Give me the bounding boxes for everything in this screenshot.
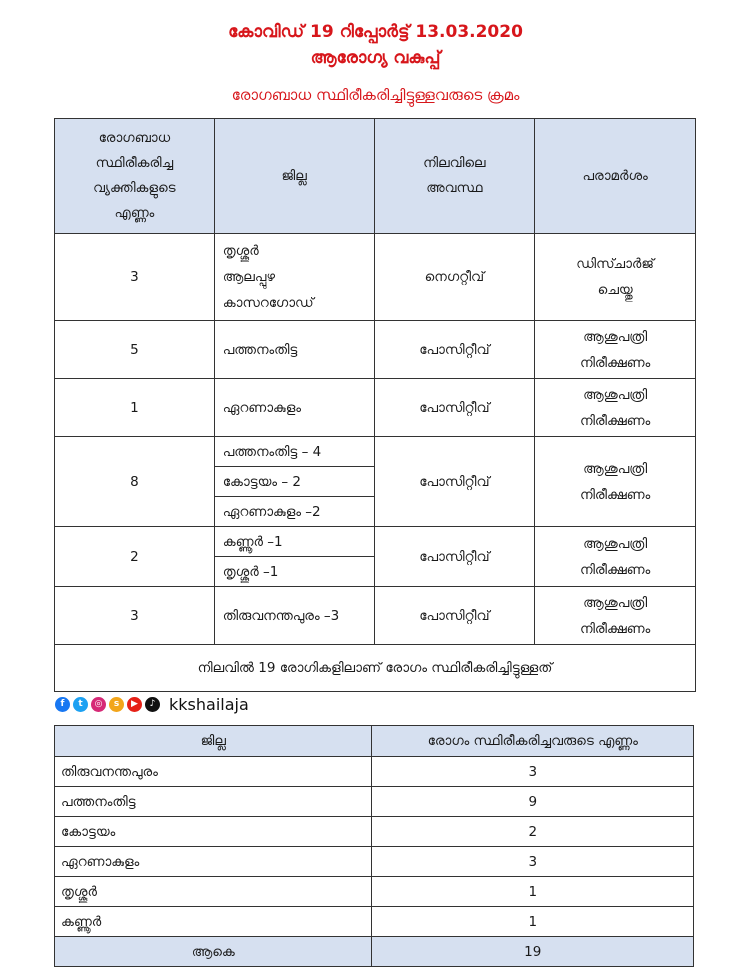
district-line: തൃശ്ശൂർ <box>222 243 259 259</box>
summary-row <box>55 645 696 692</box>
header-district: ജില്ല <box>214 119 374 234</box>
remarks-line: നിരീക്ഷണം <box>579 620 651 637</box>
table-row <box>55 587 696 645</box>
remarks-line: ചെയ്തു <box>597 282 633 298</box>
remarks-line: ആശുപത്രി <box>583 386 648 403</box>
status-cell: പോസിറ്റീവ് <box>374 587 535 645</box>
district-cell: ഏറണാകുളം <box>214 379 374 437</box>
total-label: ആകെ <box>55 937 372 967</box>
district-count: 1 <box>372 877 694 907</box>
remarks-cell <box>535 321 696 379</box>
tiktok-icon[interactable]: ♪ <box>145 697 160 712</box>
district-count: 1 <box>372 907 694 937</box>
district-count: 3 <box>372 757 694 787</box>
remarks-line: ഡിസ്ചാർജ് <box>576 256 654 272</box>
total-value: 19 <box>372 937 694 967</box>
remarks-cell <box>535 437 696 527</box>
status-cell: പോസിറ്റീവ് <box>374 527 535 587</box>
remarks-line: ആശുപത്രി <box>583 460 648 477</box>
total-row <box>55 937 694 967</box>
table-row <box>55 907 694 937</box>
table-row <box>55 527 696 557</box>
header-count-line: എണ്ണം <box>114 205 155 221</box>
count-cell: 2 <box>55 527 215 587</box>
status-cell: പോസിറ്റീവ് <box>374 379 535 437</box>
header-count-line: സ്ഥിരീകരിച്ച <box>95 155 174 171</box>
cases-table <box>54 118 696 692</box>
table-row <box>55 379 696 437</box>
district-summary-table <box>54 725 694 967</box>
district-cell: പത്തനംതിട്ട – 4 <box>214 437 374 467</box>
remarks-cell <box>535 587 696 645</box>
header-district: ജില്ല <box>55 726 372 757</box>
remarks-line: നിരീക്ഷണം <box>579 412 651 429</box>
header-case-count: രോഗം സ്ഥിരീകരിച്ചവരുടെ എണ്ണം <box>372 726 694 757</box>
district-name: പത്തനംതിട്ട <box>55 787 372 817</box>
remarks-line: ആശുപത്രി <box>583 328 648 345</box>
district-cell: ഏറണാകുളം –2 <box>214 497 374 527</box>
table-row <box>55 877 694 907</box>
remarks-cell <box>535 234 696 321</box>
count-cell: 5 <box>55 321 215 379</box>
district-cell: കോട്ടയം – 2 <box>214 467 374 497</box>
cases-table-header <box>55 119 696 234</box>
twitter-icon[interactable]: t <box>73 697 88 712</box>
header-count <box>55 119 215 234</box>
district-count: 2 <box>372 817 694 847</box>
department-title: ആരോഗ്യ വകുപ്പ് <box>310 48 441 68</box>
header-count-line: വ്യക്തികളുടെ <box>93 180 176 196</box>
district-name: കണ്ണൂർ <box>55 907 372 937</box>
table-row <box>55 817 694 847</box>
facebook-icon[interactable]: f <box>55 697 70 712</box>
district-name: തൃശ്ശൂർ <box>55 877 372 907</box>
header-status-line: അവസ്ഥ <box>426 180 483 196</box>
district-cell <box>214 234 374 321</box>
district-cell: പത്തനംതിട്ട <box>214 321 374 379</box>
table-row <box>55 787 694 817</box>
remarks-line: ആശുപത്രി <box>583 535 648 552</box>
table-row <box>55 321 696 379</box>
status-cell: പോസിറ്റീവ് <box>374 321 535 379</box>
table-row <box>55 847 694 877</box>
district-name: ഏറണാകുളം <box>55 847 372 877</box>
district-cell: തിരുവനന്തപുരം –3 <box>214 587 374 645</box>
remarks-line: നിരീക്ഷണം <box>579 354 651 371</box>
table-row <box>55 757 694 787</box>
district-cell: കണ്ണൂർ –1 <box>214 527 374 557</box>
district-line: ആലപ്പുഴ <box>222 269 276 285</box>
remarks-line: നിരീക്ഷണം <box>579 561 651 578</box>
header-status-line: നിലവിലെ <box>423 155 486 171</box>
count-cell: 3 <box>55 234 215 321</box>
count-cell: 3 <box>55 587 215 645</box>
instagram-icon[interactable]: ◎ <box>91 697 106 712</box>
district-count: 9 <box>372 787 694 817</box>
social-bar <box>55 694 249 714</box>
remarks-cell <box>535 379 696 437</box>
district-line: കാസറഗോഡ് <box>222 295 314 311</box>
summary-text: നിലവിൽ 19 രോഗികളിലാണ് രോഗം സ്ഥിരീകരിച്ചിട്ടുള്ളത് <box>55 645 696 692</box>
remarks-line: ആശുപത്രി <box>583 594 648 611</box>
table-row <box>55 234 696 321</box>
youtube-icon[interactable]: ▶ <box>127 697 142 712</box>
status-cell: നെഗറ്റീവ് <box>374 234 535 321</box>
district-table-header <box>55 726 694 757</box>
district-name: തിരുവനന്തപുരം <box>55 757 372 787</box>
district-cell: തൃശ്ശൂർ –1 <box>214 557 374 587</box>
district-name: കോട്ടയം <box>55 817 372 847</box>
report-subtitle: രോഗബാധ സ്ഥിരീകരിച്ചിട്ടുള്ളവരുടെ ക്രമം <box>231 86 520 104</box>
count-cell: 8 <box>55 437 215 527</box>
remarks-line: നിരീക്ഷണം <box>579 486 651 503</box>
remarks-cell <box>535 527 696 587</box>
count-cell: 1 <box>55 379 215 437</box>
report-title: കോവിഡ് 19 റിപ്പോർട്ട് 13.03.2020 <box>228 22 523 42</box>
header-status <box>374 119 535 234</box>
sharechat-icon[interactable]: s <box>109 697 124 712</box>
table-row <box>55 437 696 467</box>
header-count-line: രോഗബാധ <box>98 130 171 146</box>
social-handle[interactable]: kkshailaja <box>169 694 249 714</box>
status-cell: പോസിറ്റീവ് <box>374 437 535 527</box>
header-remarks: പരാമർശം <box>535 119 696 234</box>
district-count: 3 <box>372 847 694 877</box>
